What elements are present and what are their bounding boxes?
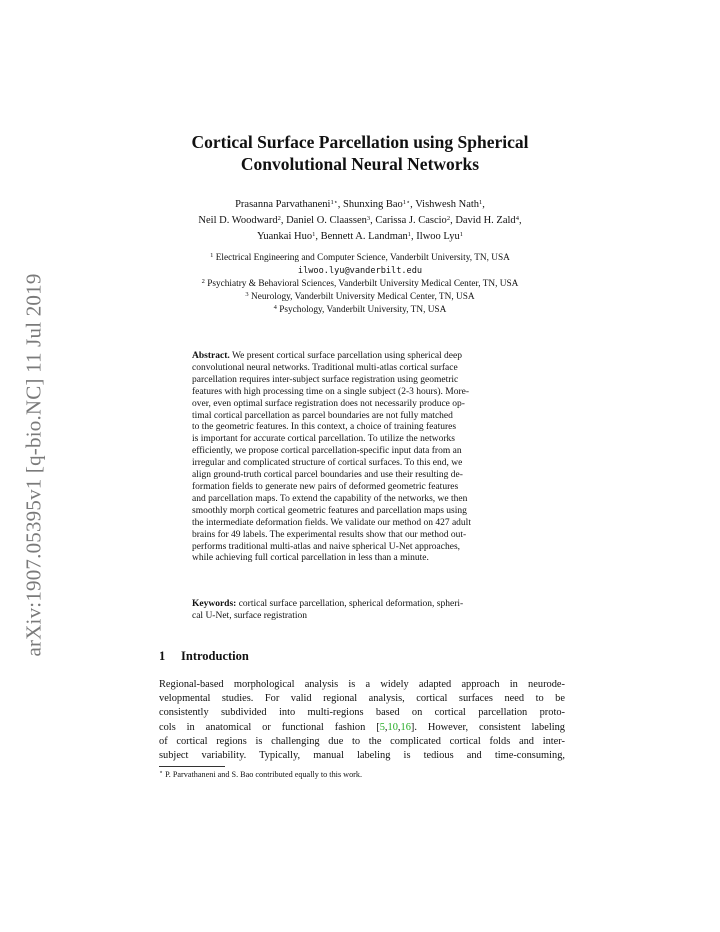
body-text-segment: cols in anatomical or functional fashion [ (159, 721, 380, 733)
abstract-line: and parcellation maps. To extend the capability of the networks, we then (192, 493, 468, 504)
abstract-line: to the geometric features. In this context, a choice of training features (192, 422, 457, 433)
author-name: David H. Zald (455, 215, 516, 226)
abstract-line: timal cortical parcellation as parcel boundaries are not fully matched (192, 410, 453, 421)
abstract (192, 351, 534, 565)
body-line: subject variability. Typically, manual labeling is tedious and time-consuming, (159, 749, 565, 761)
section-number: 1 (159, 649, 166, 663)
affiliation-text: Psychiatry & Behavioral Sciences, Vanderbilt University Medical Center, TN, USA (207, 279, 519, 289)
author-separator: , (337, 199, 344, 210)
citation-link[interactable]: 16 (400, 721, 411, 733)
affiliation-line (0, 304, 720, 317)
affiliation-text: Electrical Engineering and Computer Science, Vanderbilt University, TN, USA (215, 253, 510, 263)
abstract-line: align ground-truth cortical parcel boundaries and use their resulting de- (192, 470, 463, 481)
author-affil-mark: 2 (446, 215, 451, 222)
affiliation-mark: 1 (210, 252, 214, 259)
author-name: Ilwoo Lyu (416, 231, 460, 242)
affiliation-list (0, 252, 720, 317)
abstract-line: the intermediate deformation fields. We validate our method on 427 adult (192, 517, 471, 528)
author-name: Neil D. Woodward (198, 215, 278, 226)
author-line-3 (0, 229, 720, 245)
affiliation-text: Psychology, Vanderbilt University, TN, USA (279, 305, 447, 315)
body-line: consistently subdivided into multi-regions based on cortical parcellation proto- (159, 707, 565, 719)
keywords-line: cal U-Net, surface registration (192, 610, 308, 621)
footnote-mark: ⋆ (159, 769, 164, 776)
citation-link[interactable]: 5 (379, 721, 385, 733)
abstract-line: over, even optimal surface registration does not necessarily produce op- (192, 398, 465, 409)
author-separator: , (482, 199, 485, 210)
introduction-paragraph (159, 678, 565, 763)
author-line-1 (0, 197, 720, 213)
body-line: of cortical regions is challenging due to the complicated cortical folds and inter- (159, 735, 565, 747)
keywords (192, 599, 534, 623)
keywords-text: cortical surface parcellation, spherical deformation, spheri- (238, 599, 464, 609)
author-name: Bennett A. Landman (320, 231, 408, 242)
author-name: Vishwesh Nath (415, 199, 480, 210)
abstract-line: efficiently, we propose cortical parcellation-specific input data from an (192, 446, 462, 457)
abstract-line: is important for accurate cortical parcellation. To utilize the networks (192, 434, 455, 445)
affiliation-email[interactable] (0, 265, 720, 278)
keywords-label: Keywords: (192, 599, 237, 609)
section-title: Introduction (181, 649, 249, 663)
author-name: Shunxing Bao (343, 199, 403, 210)
affiliation-line (0, 278, 720, 291)
abstract-line: irregular and complicated structure of cortical surfaces. To this end, we (192, 458, 463, 469)
author-affil-mark: 1 (479, 199, 483, 206)
email-link[interactable]: ilwoo.lyu@vanderbilt.edu (297, 266, 423, 276)
author-separator: , (370, 215, 376, 226)
abstract-line: while achieving full cortical parcellation in less than a minute. (192, 553, 429, 564)
footnote-rule (159, 766, 225, 767)
author-line-2 (0, 213, 720, 229)
body-text-segment: ]. However, consistent labeling (410, 721, 565, 733)
affiliation-mark: 3 (245, 291, 249, 298)
abstract-line: formation fields to generate new pairs of deformed geometric features (192, 481, 459, 492)
abstract-line: parcellation requires inter-subject surface registration using geometric (192, 374, 459, 385)
author-affil-mark: 4 (515, 215, 519, 222)
author-name: Yuankai Huo (256, 231, 313, 242)
body-line: cols in anatomical or functional fashion [5,10,16]. However, consistent labeling (159, 721, 565, 733)
section-heading (159, 649, 249, 664)
affiliation-line (0, 291, 720, 304)
affiliation-mark: 2 (201, 278, 205, 285)
abstract-line: brains for 49 labels. The experimental results show that our method out- (192, 529, 467, 540)
author-affil-mark: 1 (312, 231, 316, 238)
author-name: Prasanna Parvathaneni (235, 199, 331, 210)
keywords-line (192, 599, 534, 611)
arxiv-identifier-stamp: arXiv:1907.05395v1 [q-bio.NC] 11 Jul 2019 (21, 273, 46, 657)
body-line: Regional-based morphological analysis is a widely adapted approach in neurode- (159, 679, 565, 690)
author-separator: , (450, 215, 456, 226)
author-list (0, 197, 720, 245)
author-affil-mark: 2 (277, 215, 281, 222)
author-affil-mark: 1⋆ (330, 199, 338, 206)
title-line-2: Convolutional Neural Networks (240, 154, 480, 174)
author-affil-mark: 1 (407, 231, 412, 238)
abstract-line: convolutional neural networks. Traditional multi-atlas cortical surface (192, 362, 458, 373)
affiliation-mark: 4 (273, 304, 277, 311)
abstract-label: Abstract. (192, 351, 230, 361)
footnote (159, 770, 362, 779)
author-affil-mark: 1⋆ (402, 199, 411, 206)
author-separator: , (315, 231, 321, 242)
affiliation-text: Neurology, Vanderbilt University Medical Center, TN, USA (251, 292, 475, 302)
author-affil-mark: 1 (459, 231, 464, 238)
title-line-1: Cortical Surface Parcellation using Spherical (191, 132, 529, 152)
abstract-line (192, 351, 534, 363)
author-name: Carissa J. Cascio (375, 215, 447, 226)
abstract-text: We present cortical surface parcellation using spherical deep (231, 351, 462, 361)
abstract-line: smoothly morph cortical geometric features and parcellation maps using (192, 505, 467, 516)
footnote-text: P. Parvathaneni and S. Bao contributed equally to this work. (165, 770, 363, 779)
citation-link[interactable]: 10 (387, 721, 398, 733)
author-separator: , (411, 231, 417, 242)
author-name: Daniel O. Claassen (286, 215, 367, 226)
paper-title (0, 131, 720, 175)
abstract-line: features with high processing time on a single subject (2-3 hours). More- (192, 386, 470, 397)
author-separator: , (410, 199, 416, 210)
affiliation-line (0, 252, 720, 265)
author-affil-mark: 3 (366, 215, 371, 222)
abstract-line: performs traditional multi-atlas and naive spherical U-Net approaches, (192, 541, 461, 552)
author-separator: , (280, 215, 287, 226)
body-line: velopmental studies. For valid regional analysis, cortical surfaces need to be (159, 693, 565, 705)
author-separator: , (518, 215, 522, 226)
